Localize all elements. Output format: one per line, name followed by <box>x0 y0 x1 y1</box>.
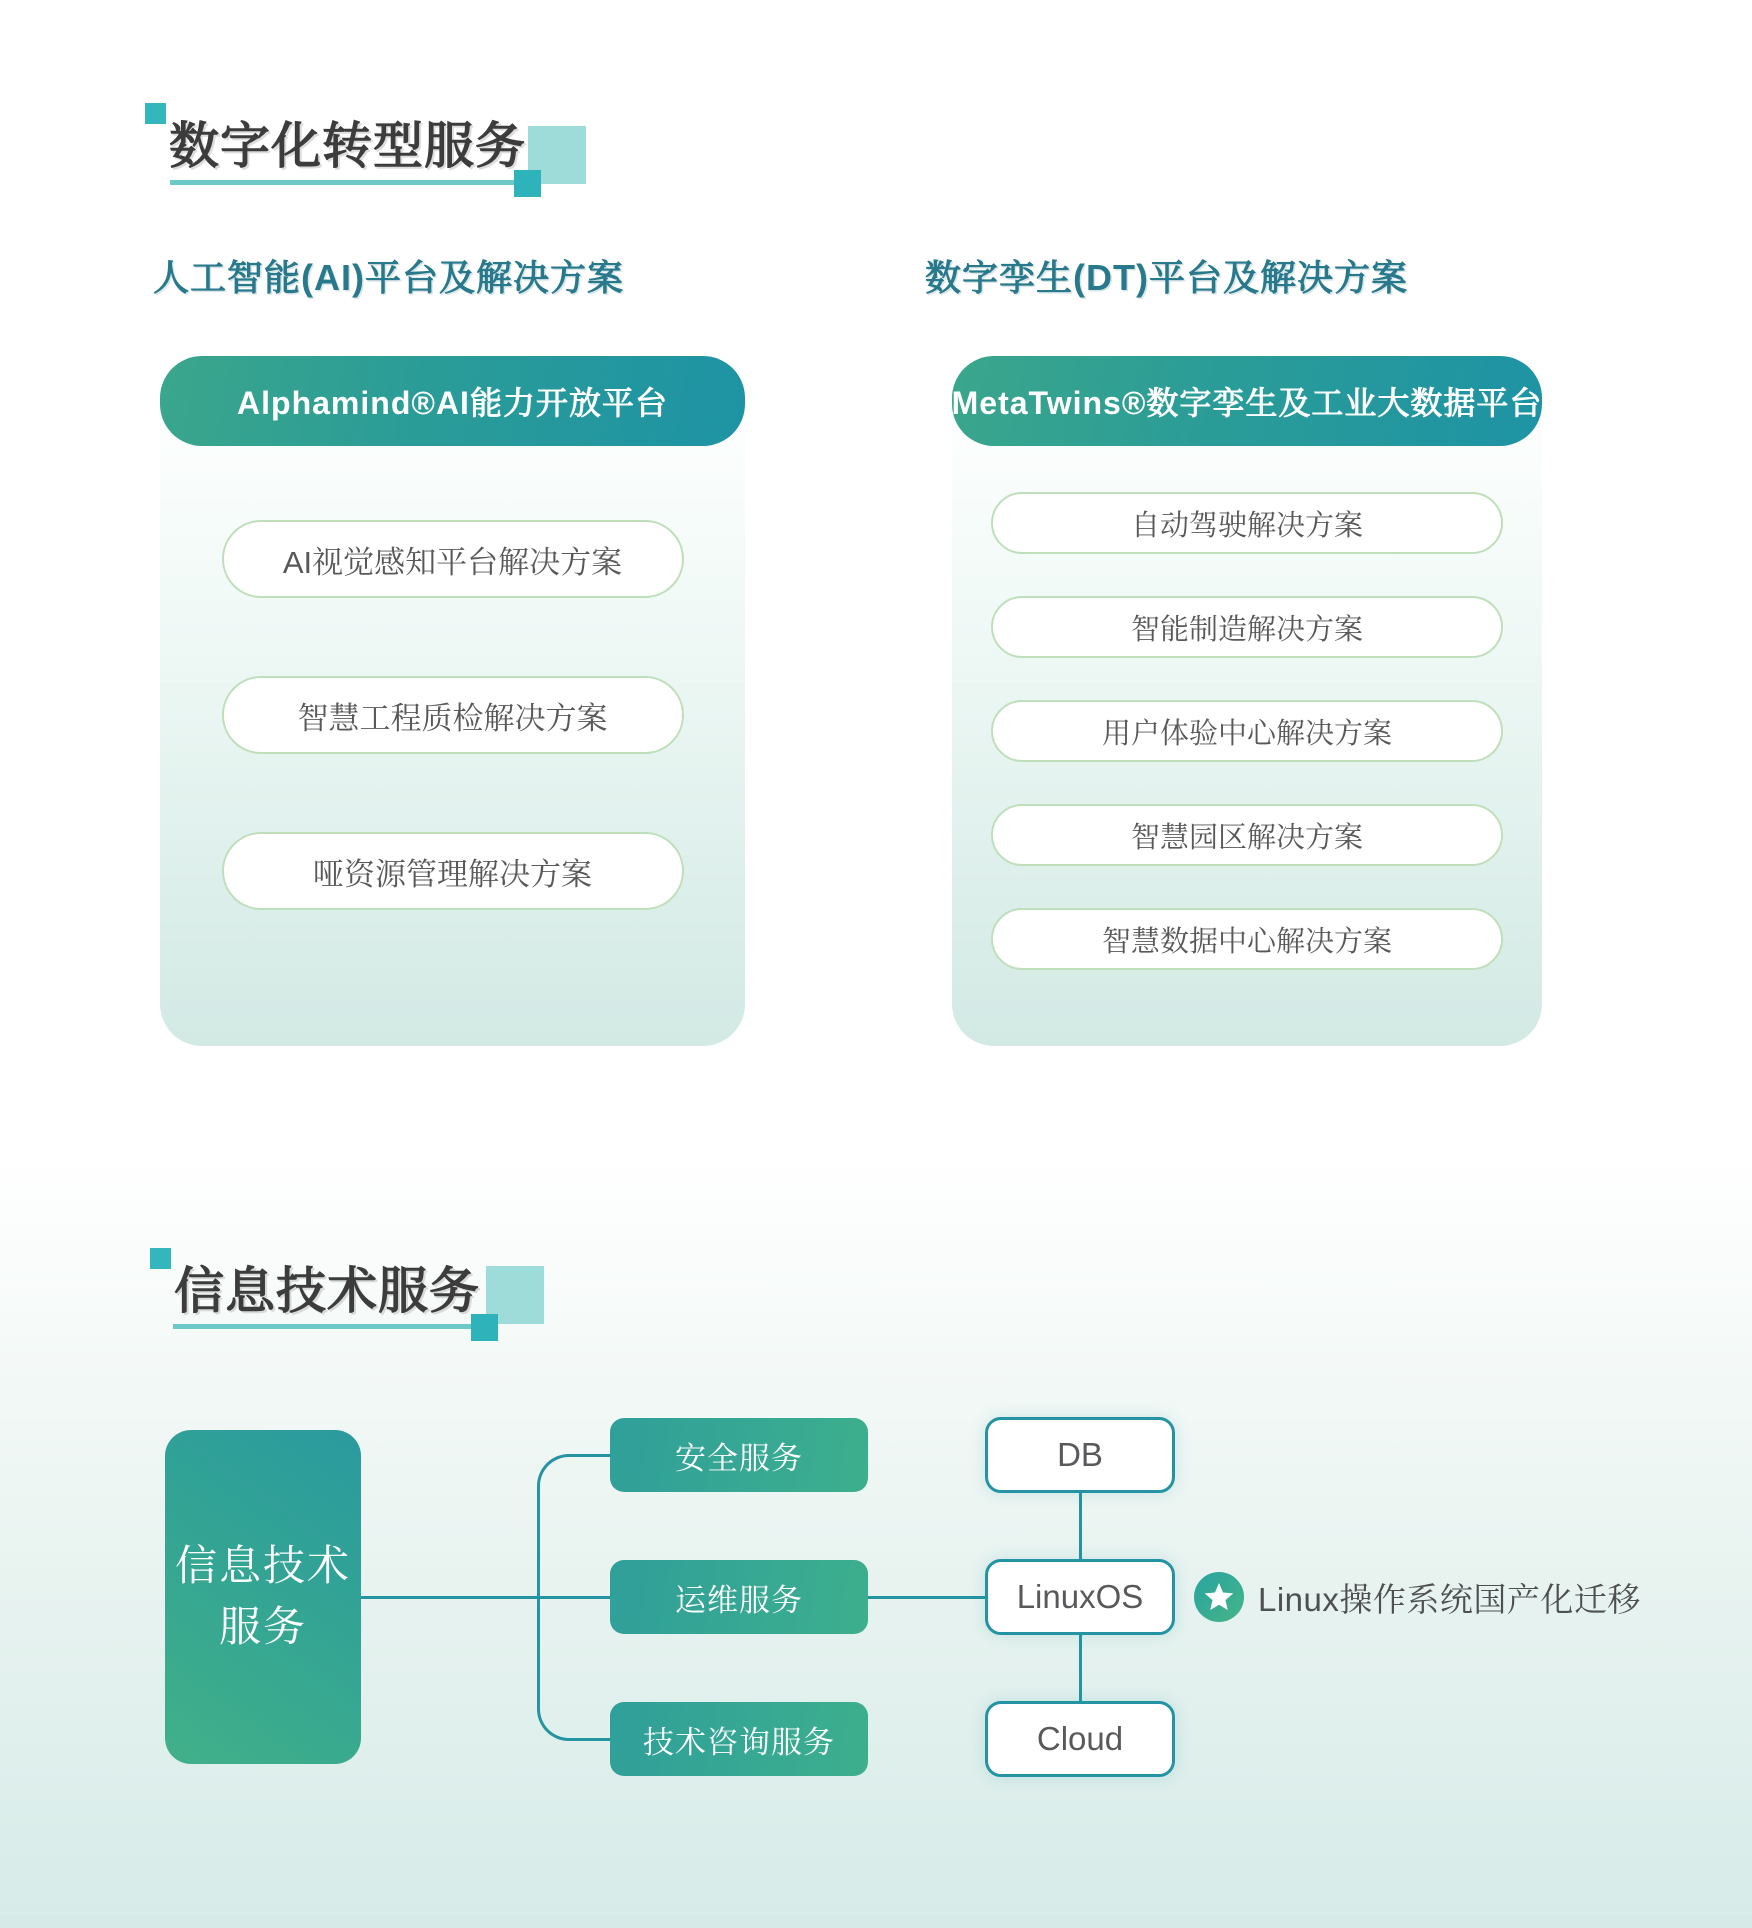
column-title-ai: 人工智能(AI)平台及解决方案 <box>153 257 624 298</box>
branch-pill-consulting: 技术咨询服务 <box>610 1702 868 1776</box>
solution-pill: 用户体验中心解决方案 <box>991 700 1503 762</box>
connector-bracket <box>537 1454 610 1741</box>
section-underline <box>173 1324 486 1329</box>
node-cloud: Cloud <box>985 1701 1175 1777</box>
solution-pill: 智慧园区解决方案 <box>991 804 1503 866</box>
section-digital-title: 数字化转型服务 <box>169 118 526 174</box>
section-digital-header <box>145 100 605 205</box>
card-dt-header: MetaTwins®数字孪生及工业大数据平台 <box>952 356 1542 446</box>
root-label-line1: 信息技术 <box>174 1542 351 1590</box>
solution-pill: 哑资源管理解决方案 <box>222 832 684 910</box>
branch-pill-operations: 运维服务 <box>610 1560 868 1634</box>
card-dt-body <box>952 356 1542 970</box>
it-services-root-box <box>165 1430 361 1764</box>
card-ai-platform <box>160 356 745 1046</box>
connector-line <box>868 1596 985 1599</box>
branch-pill-security: 安全服务 <box>610 1418 868 1492</box>
deco-square-small-icon <box>145 103 166 124</box>
star-icon <box>1194 1572 1244 1622</box>
solution-pill: 自动驾驶解决方案 <box>991 492 1503 554</box>
section-it-title: 信息技术服务 <box>174 1263 480 1319</box>
linux-migration-note: Linux操作系统国产化迁移 <box>1258 1580 1641 1618</box>
node-db: DB <box>985 1417 1175 1493</box>
solution-pill: 智慧工程质检解决方案 <box>222 676 684 754</box>
solution-pill: AI视觉感知平台解决方案 <box>222 520 684 598</box>
node-linuxos: LinuxOS <box>985 1559 1175 1635</box>
section-it-header <box>150 1245 610 1350</box>
root-label-line2: 服务 <box>218 1603 307 1650</box>
column-title-dt: 数字孪生(DT)平台及解决方案 <box>925 257 1408 298</box>
solution-pill: 智慧数据中心解决方案 <box>991 908 1503 970</box>
connector-line <box>1079 1492 1082 1560</box>
connector-line <box>1079 1634 1082 1702</box>
solution-pill: 智能制造解决方案 <box>991 596 1503 658</box>
card-dt-platform <box>952 356 1542 1046</box>
deco-square-small-icon <box>150 1248 171 1269</box>
card-ai-header: Alphamind®AI能力开放平台 <box>160 356 745 446</box>
section-underline <box>170 180 528 185</box>
